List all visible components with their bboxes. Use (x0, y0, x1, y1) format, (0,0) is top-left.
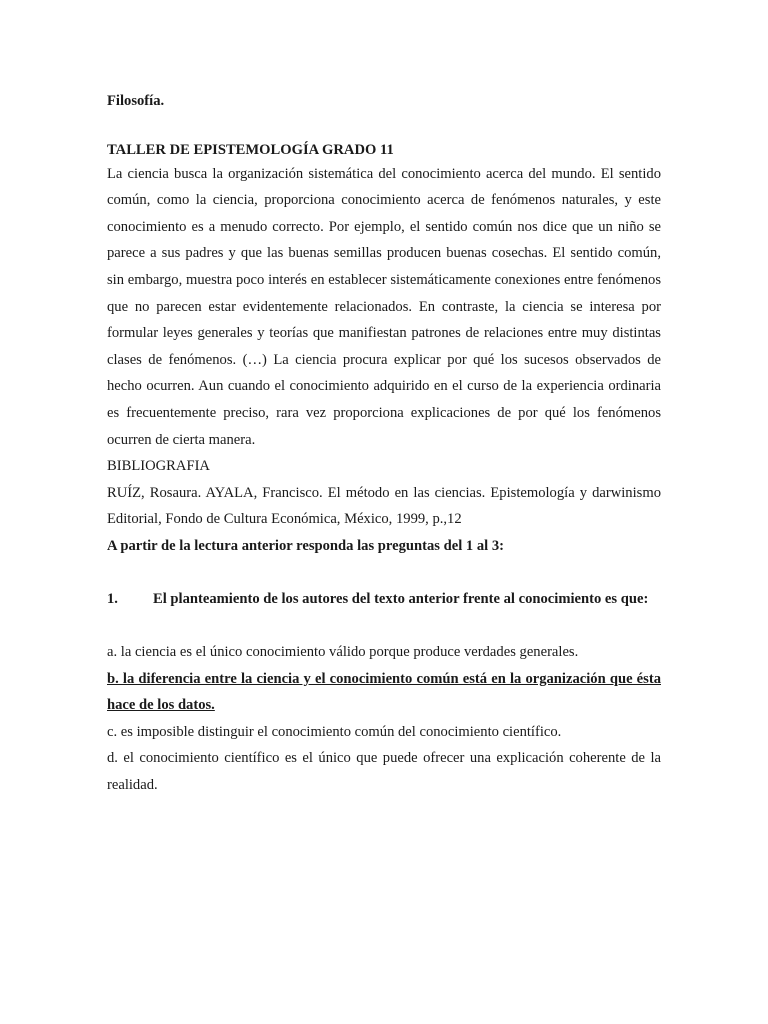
spacer (107, 612, 661, 639)
spacer (107, 560, 661, 586)
instructions-text: A partir de la lectura anterior responda las preguntas del 1 al 3: (107, 537, 505, 554)
bibliography-entry: RUÍZ, Rosaura. AYALA, Francisco. El método en las ciencias. Epistemología y darwinismo Editorial, Fondo de Cultura Económica, México, 1999, p.,12 (107, 484, 661, 528)
option-c: c. es imposible distinguir el conocimiento común del conocimiento científico. (107, 723, 562, 740)
option-b-correct: b. la diferencia entre la ciencia y el conocimiento común está en la organización que ésta hace de los datos. (107, 670, 661, 714)
question-number: 1. (107, 590, 118, 607)
document-page (107, 88, 661, 799)
worksheet-title: TALLER DE EPISTEMOLOGÍA GRADO 11 (107, 141, 394, 158)
reading-paragraph: La ciencia busca la organización sistemática del conocimiento acerca del mundo. El sentido común, como la ciencia, proporciona conocimiento acerca de fenómenos naturales, y este conocimiento es a menudo correcto. Por ejemplo, el sentido común nos dice que un niño se parece a sus padres y que las buenas semillas producen buenas cosechas. El sentido común, sin embargo, muestra poco interés en establecer sistemáticamente conexiones entre fenómenos que no parecen estar evidentemente relacionados. En contraste, la ciencia se interesa por formular leyes generales y teorías que manifiestan patrones de relaciones entre muy distintas clases de fenómenos. (…) La ciencia procura explicar por qué los sucesos observados de hecho ocurren. Aun cuando el conocimiento adquirido en el curso de la experiencia ordinaria es frecuentemente preciso, rara vez proporciona explicaciones de por qué los fenómenos ocurren de cierta manera. (107, 165, 661, 448)
question-1 (107, 586, 661, 613)
option-a: a. la ciencia es el único conocimiento válido porque produce verdades generales. (107, 644, 579, 661)
spacer (107, 115, 661, 139)
bibliography-heading: BIBLIOGRAFIA (107, 458, 210, 475)
question-text: El planteamiento de los autores del texto anterior frente al conocimiento es que: (153, 590, 649, 607)
subject-heading: Filosofía. (107, 93, 165, 109)
option-d: d. el conocimiento científico es el único que puede ofrecer una explicación coherente de la realidad. (107, 750, 661, 794)
